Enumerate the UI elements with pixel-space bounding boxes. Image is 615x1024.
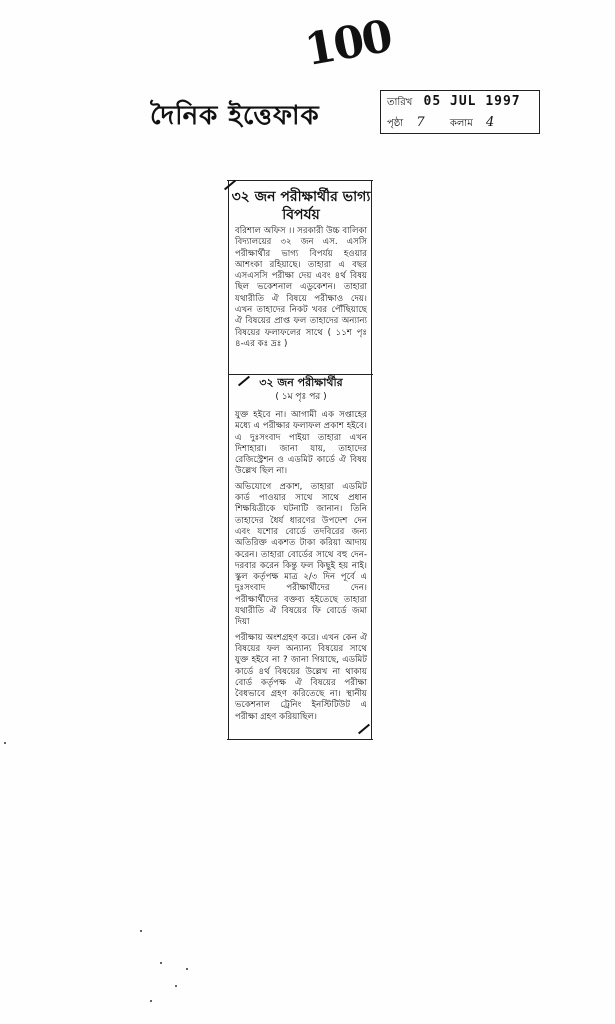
scan-speck [186,968,188,970]
article-body-part1-text: বরিশাল অফিস ।। সরকারী উচ্চ বালিকা বিদ্যালয়ের ৩২ জন এস. এসসি পরীক্ষার্থীর ভাগ্য বিপর্যয় হওয়ার আশংকা রহিয়াছে। তাহারা এ বছর এসএসসি পরীক্ষা দেয় এবং ৪র্থ বিষয় ছিল ভকেশনাল এডুকেশন। তাহারা যথারীতি ঐ বিষয়ে পরীক্ষাও দেয়। এখন তাহাদের নিকট খবর পৌঁছিয়াছে ঐ বিষয়ের প্রাপ্ত ফল তাহাদের অন্যান্য বিষয়ের ফলাফলের সাথে [235,226,367,338]
newspaper-clipping [228,180,372,740]
newspaper-masthead: দৈনিক ইত্তেফাক [150,101,320,131]
handwritten-annotation: 100 [301,10,395,77]
page-value: 7 [416,115,425,130]
body-paragraph: পরীক্ষায় অংশগ্রহণ করে। এখন কেন ঐ বিষয়ের ফল অন্যান্য বিষয়ের সাথে যুক্ত হইবে না ? জানা গিয়াছে, এডমিট কার্ডে ৪র্থ বিষয়ের উল্লেখ না থাকায় বোর্ড কর্তৃপক্ষ ঐ বিষয়ের পরীক্ষা বৈধভাবে গ্রহণ করিতেছে না। স্থানীয় ভকেশনাল ট্রেনিং ইনস্টিটিউট এ পরীক্ষা গ্রহণ করিয়াছিল। [235,632,367,722]
article-body-part1 [235,226,367,350]
article-body-part2 [235,410,367,727]
article-headline: ৩২ জন পরীক্ষার্থীর ভাগ্য বিপর্যয় [231,189,371,223]
clipping-top-edge [227,180,373,181]
date-label: তারিখ [387,97,413,108]
scan-speck [160,962,162,964]
continuation-note: ( ১১শ পৃঃ ৪-এর কঃ দ্রঃ ) [235,327,367,349]
column-label: কলাম [449,118,473,129]
body-paragraph: যুক্ত হইবে না। আগামী এক সপ্তাহের মধ্যে এ পরীক্ষার ফলাফল প্রকাশ হইবে। এ দুঃসংবাদ পাইয়া তাহারা এখন দিশাহারা। জানা যায়, তাহাদের রেজিস্ট্রেশন ও এডমিট কার্ডে ঐ বিষয় উল্লেখ ছিল না। [235,410,367,477]
page-label: পৃষ্ঠা [387,118,404,129]
continuation-from: ( ১ম পৃঃ পর ) [275,392,327,402]
article-divider [229,374,373,375]
scan-speck [140,930,142,932]
scan-speck [150,1000,152,1002]
scan-speck [175,985,177,987]
continuation-headline: ৩২ জন পরীক্ষার্থীর [259,376,343,389]
clipping-bottom-edge [227,739,373,740]
body-paragraph: অভিযোগে প্রকাশ, তাহারা এডমিট কার্ড পাওয়ার সাথে সাথে প্রধান শিক্ষয়িত্রীকে ঘটনাটি জানান। তিনি তাহাদের ধৈর্য ধারণের উপদেশ দেন এবং যশোর বোর্ডে তদবিরের জন্য অতিরিক্ত একশত টাকা করিয়া আদায় করেন। তাহারা বোর্ডের সাথে বহু দেন-দরবার করেন কিন্তু ফল কিছুই হয় নাই। স্কুল কর্তৃপক্ষ মাত্র ২/৩ দিন পূর্বে এ দুঃসংবাদ পরীক্ষার্থীদের দেন। পরীক্ষার্থীদের বক্তব্য হইতেছে তাহারা যথারীতি ঐ বিষয়ের ফি বোর্ডে জমা দিয়া [235,481,367,628]
date-value: 05 JUL 1997 [423,94,521,109]
scan-speck [4,742,6,744]
date-stamp [380,90,540,134]
continuation-headline-block [229,376,373,404]
column-value: 4 [485,115,495,130]
